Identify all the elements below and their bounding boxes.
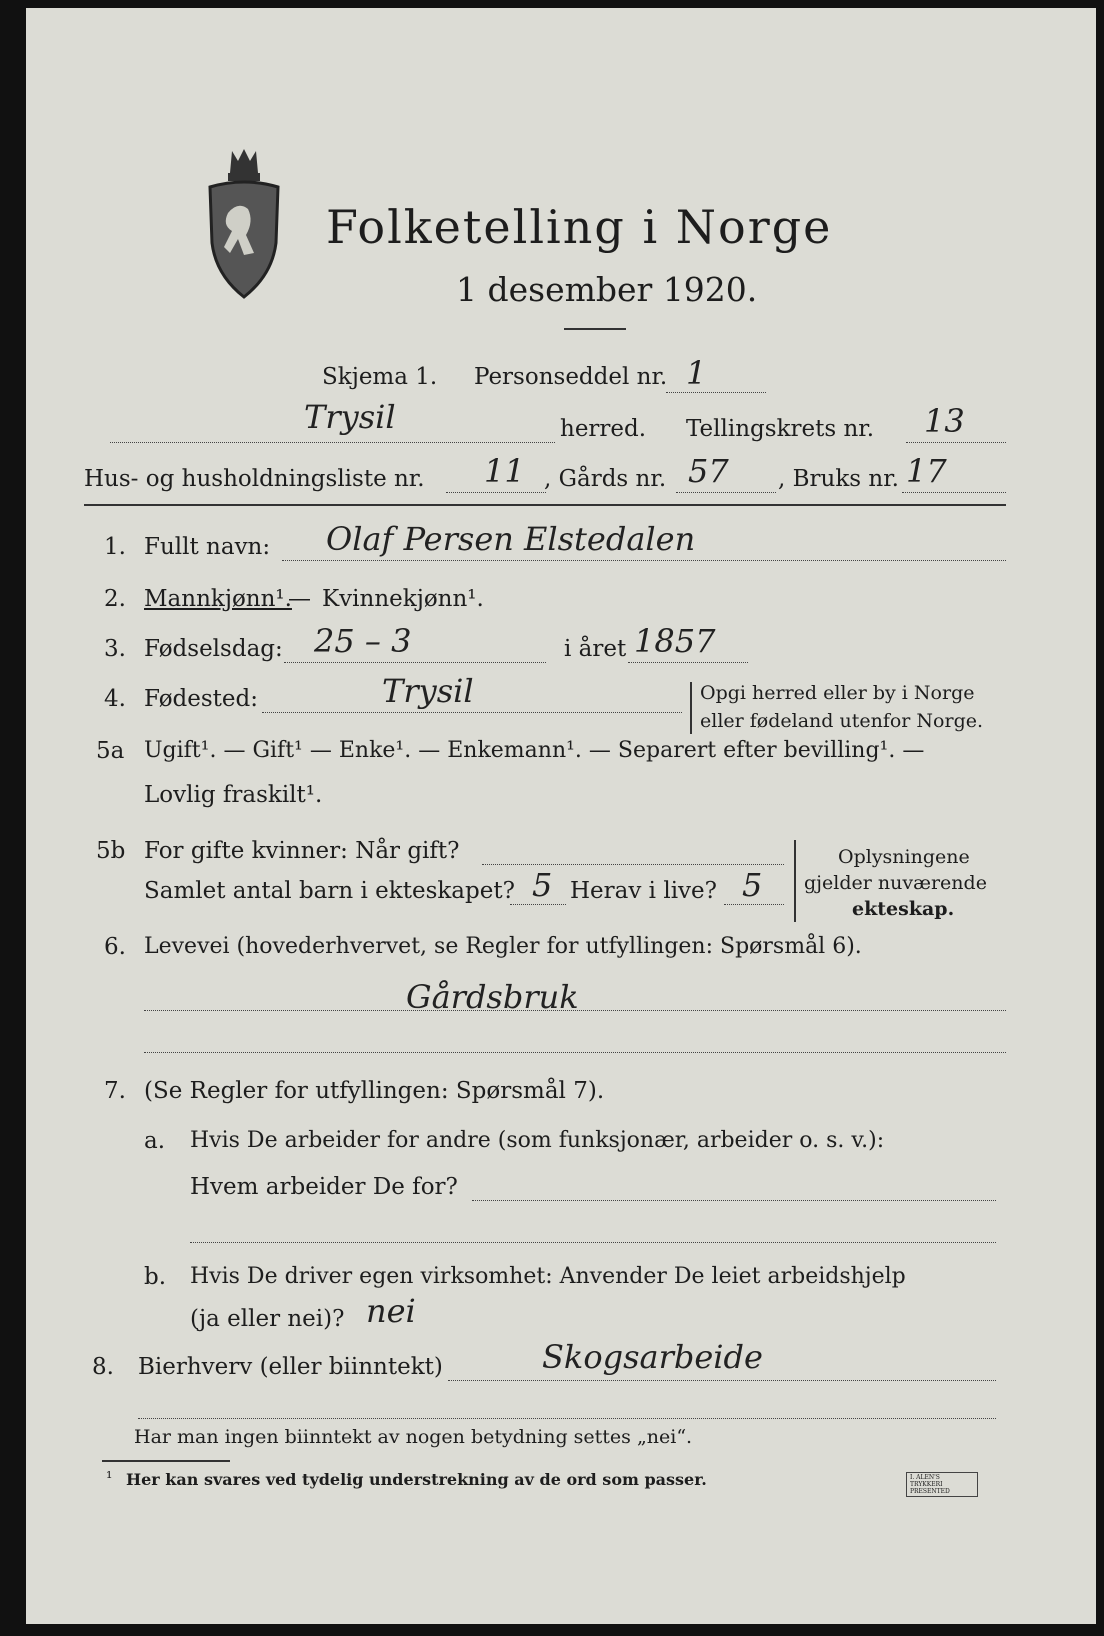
- bruks-label: , Bruks nr.: [778, 466, 899, 492]
- q2-female: Kvinnekjønn¹.: [322, 586, 484, 612]
- bruks-value: 17: [906, 452, 947, 490]
- tellingskrets-line: [906, 442, 1006, 443]
- tellingskrets-value: 13: [924, 402, 965, 440]
- husliste-value: 11: [484, 452, 525, 490]
- q5a-number: 5a: [96, 738, 125, 764]
- q5b-note-2: gjelder nuværende: [804, 872, 987, 894]
- q5b-children-line: [510, 904, 566, 905]
- husliste-label: Hus- og husholdningsliste nr.: [84, 466, 425, 492]
- personseddel-label: Personseddel nr.: [474, 364, 668, 390]
- q1-number: 1.: [104, 534, 126, 560]
- census-date: 1 desember 1920.: [456, 270, 758, 309]
- q8-number: 8.: [92, 1354, 114, 1380]
- bruks-line: [902, 492, 1006, 493]
- husliste-line: [446, 492, 546, 493]
- q5b-children-label: Samlet antal barn i ekteskapet?: [144, 878, 515, 904]
- q4-note-2: eller fødeland utenfor Norge.: [700, 710, 984, 732]
- q6-value: Gårdsbruk: [406, 978, 579, 1016]
- footnote-divider: [102, 1460, 230, 1462]
- q3-day-value: 25 – 3: [314, 622, 412, 660]
- q8-label: Bierhverv (eller biinntekt): [138, 1354, 443, 1380]
- q8-line-1: [448, 1380, 996, 1381]
- q7a-question: Hvis De arbeider for andre (som funksjonær, arbeider o. s. v.):: [190, 1128, 885, 1153]
- printer-stamp: I. ALEN'S TRYKKERI PRESENTED: [906, 1472, 978, 1497]
- q3-year-label: i året: [564, 636, 627, 662]
- q7b-question-2: (ja eller nei)?: [190, 1306, 345, 1332]
- q6-number: 6.: [104, 934, 126, 960]
- norwegian-coat-of-arms-icon: [204, 143, 284, 303]
- footer-note: Har man ingen biinntekt av nogen betydning settes „nei“.: [134, 1426, 693, 1448]
- personseddel-line: [666, 392, 766, 393]
- footnote-mark: ¹: [106, 1468, 113, 1487]
- q4-value: Trysil: [382, 672, 474, 710]
- q5b-number: 5b: [96, 838, 126, 864]
- q4-note-1: Opgi herred eller by i Norge: [700, 682, 975, 704]
- q7a-line-1: [472, 1200, 996, 1201]
- q5b-note-3: ekteskap.: [852, 898, 955, 920]
- gards-line: [676, 492, 776, 493]
- q3-day-line: [284, 662, 546, 663]
- q7b-question: Hvis De driver egen virksomhet: Anvender De leiet arbeidshjelp: [190, 1264, 906, 1289]
- q5b-married-label: For gifte kvinner: Når gift?: [144, 838, 460, 864]
- q4-line: [262, 712, 682, 713]
- gards-value: 57: [688, 452, 729, 490]
- herred-line: [110, 442, 555, 443]
- q2-number: 2.: [104, 586, 126, 612]
- census-form: [26, 8, 1096, 1624]
- q4-number: 4.: [104, 686, 126, 712]
- herred-label: herred.: [560, 416, 647, 442]
- q6-label: Levevei (hovederhvervet, se Regler for utfyllingen: Spørsmål 6).: [144, 934, 862, 959]
- q7-number: 7.: [104, 1078, 126, 1104]
- q6-line-2: [144, 1052, 1006, 1053]
- form-title: Folketelling i Norge: [326, 200, 833, 254]
- q7a-question-2: Hvem arbeider De for?: [190, 1174, 458, 1200]
- footnote-text: Her kan svares ved tydelig understrekning av de ord som passer.: [126, 1470, 707, 1489]
- q5b-note-1: Oplysningene: [838, 846, 970, 868]
- q2-male: Mannkjønn¹.: [144, 586, 292, 612]
- q5b-children-value: 5: [532, 866, 553, 904]
- q5b-married-line: [482, 864, 784, 865]
- q3-number: 3.: [104, 636, 126, 662]
- personseddel-value: 1: [686, 354, 707, 392]
- herred-value: Trysil: [304, 398, 396, 436]
- q5a-options: Ugift¹. — Gift¹ — Enke¹. — Enkemann¹. — Separert efter bevilling¹. —: [144, 738, 925, 763]
- q8-value: Skogsarbeide: [542, 1338, 763, 1376]
- q7a-number: a.: [144, 1128, 166, 1154]
- q7a-line-2: [190, 1242, 996, 1243]
- q7b-number: b.: [144, 1264, 167, 1290]
- q1-label: Fullt navn:: [144, 534, 271, 560]
- header-divider: [84, 504, 1006, 506]
- q5b-brace: [794, 840, 796, 922]
- q5b-alive-line: [724, 904, 784, 905]
- title-divider: [564, 328, 626, 330]
- schema-label: Skjema 1.: [322, 364, 438, 390]
- q3-label: Fødselsdag:: [144, 636, 283, 662]
- q5b-alive-value: 5: [742, 866, 763, 904]
- gards-label: , Gårds nr.: [544, 466, 667, 492]
- q3-year-line: [628, 662, 748, 663]
- q4-brace: [690, 682, 692, 734]
- q5a-options-2: Lovlig fraskilt¹.: [144, 782, 323, 808]
- tellingskrets-label: Tellingskrets nr.: [686, 416, 875, 442]
- q1-line: [282, 560, 1006, 561]
- q4-label: Fødested:: [144, 686, 259, 712]
- q1-value: Olaf Persen Elstedalen: [326, 520, 696, 558]
- q7-label: (Se Regler for utfyllingen: Spørsmål 7).: [144, 1078, 605, 1104]
- q8-line-2: [138, 1418, 996, 1419]
- q2-separator: —: [288, 586, 311, 612]
- q7b-value: nei: [366, 1292, 416, 1330]
- q5b-alive-label: Herav i live?: [570, 878, 717, 904]
- q6-line-1: [144, 1010, 1006, 1011]
- q3-year-value: 1857: [634, 622, 716, 660]
